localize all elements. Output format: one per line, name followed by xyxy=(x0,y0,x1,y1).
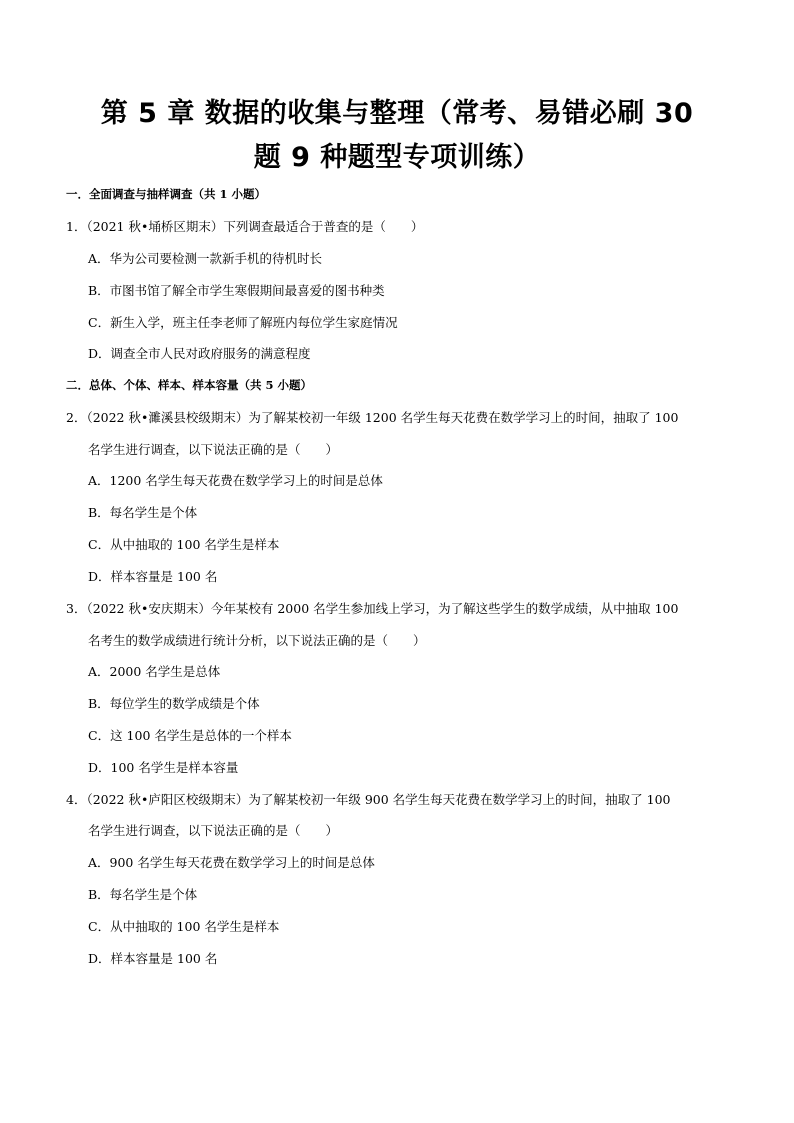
question-option: C．从中抽取的 100 名学生是样本 xyxy=(88,919,280,934)
question-option: A．900 名学生每天花费在数学学习上的时间是总体 xyxy=(88,855,375,870)
page-title-line-2: 题 9 种题型专项训练） xyxy=(253,142,541,173)
question-option: C．这 100 名学生是总体的一个样本 xyxy=(88,728,292,743)
question-option: B．市图书馆了解全市学生寒假期间最喜爱的图书种类 xyxy=(88,283,385,298)
question-option: C．新生入学，班主任李老师了解班内每位学生家庭情况 xyxy=(88,315,398,330)
question-option: B．每位学生的数学成绩是个体 xyxy=(88,696,260,711)
question-stem: 1．（2021 秋•埇桥区期末）下列调查最适合于普查的是（ ） xyxy=(66,219,424,234)
question-option: B．每名学生是个体 xyxy=(88,887,198,902)
question-option: C．从中抽取的 100 名学生是样本 xyxy=(88,537,280,552)
question-option: D．样本容量是 100 名 xyxy=(88,951,218,966)
question-stem-continued: 名学生进行调查，以下说法正确的是（ ） xyxy=(88,823,339,838)
question-option: D．100 名学生是样本容量 xyxy=(88,760,239,775)
question-option: B．每名学生是个体 xyxy=(88,505,198,520)
question-stem-continued: 名学生进行调查，以下说法正确的是（ ） xyxy=(88,442,339,457)
question-option: D．样本容量是 100 名 xyxy=(88,569,218,584)
question-stem-continued: 名考生的数学成绩进行统计分析，以下说法正确的是（ ） xyxy=(88,633,426,648)
question-option: D．调查全市人民对政府服务的满意程度 xyxy=(88,346,311,361)
question-stem: 3．（2022 秋•安庆期末）今年某校有 2000 名学生参加线上学习，为了解这些学生的数学成绩，从中抽取 100 xyxy=(66,601,679,616)
question-option: A．华为公司要检测一款新手机的待机时长 xyxy=(88,251,323,266)
page-title-line-1: 第 5 章 数据的收集与整理（常考、易错必刷 30 xyxy=(100,98,694,129)
question-option: A．1200 名学生每天花费在数学学习上的时间是总体 xyxy=(88,473,383,488)
question-stem: 4．（2022 秋•庐阳区校级期末）为了解某校初一年级 900 名学生每天花费在数学学习上的时间，抽取了 100 xyxy=(66,792,671,807)
section-heading: 二．总体、个体、样本、样本容量（共 5 小题） xyxy=(66,378,313,392)
question-option: A．2000 名学生是总体 xyxy=(88,664,221,679)
question-stem: 2．（2022 秋•濉溪县校级期末）为了解某校初一年级 1200 名学生每天花费在数学学习上的时间，抽取了 100 xyxy=(66,410,679,425)
section-heading: 一．全面调查与抽样调查（共 1 小题） xyxy=(66,187,267,201)
